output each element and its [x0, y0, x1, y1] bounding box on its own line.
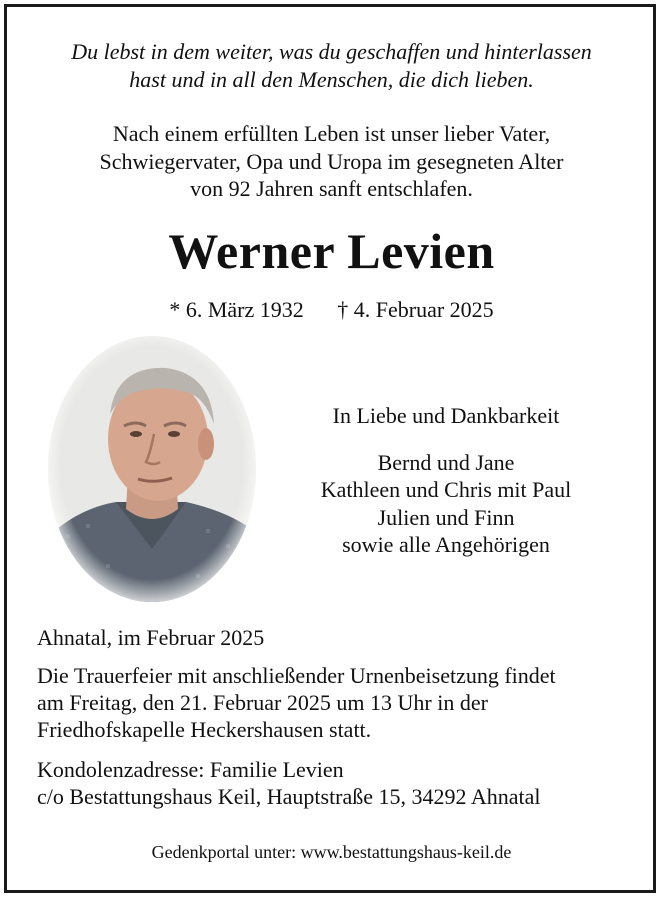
intro-line-1: Nach einem erfüllten Leben ist unser lieber Vater, [112, 121, 551, 146]
mourner-line: Kathleen und Chris mit Paul [320, 477, 572, 502]
intro-line-2: Schwiegervater, Opa und Uropa im gesegneten Alter [99, 149, 564, 174]
mourner-line: sowie alle Angehörigen [342, 532, 550, 557]
life-dates [0, 297, 663, 323]
birth-date: * 6. März 1932 [169, 297, 304, 322]
intro-line-3: von 92 Jahren sanft entschlafen. [190, 176, 473, 201]
ceremony-line-1: Die Trauerfeier mit anschließender Urnenbeisetzung findet [37, 663, 556, 688]
memorial-portal-link[interactable]: Gedenkportal unter: www.bestattungshaus-keil.de [151, 842, 512, 862]
mourner-line: Bernd und Jane [377, 450, 515, 475]
condolence-line-2: c/o Bestattungshaus Keil, Hauptstraße 15, 34292 Ahnatal [37, 784, 541, 809]
motto-line-2: hast und in all den Menschen, die dich lieben. [129, 67, 534, 92]
portrait-photo [46, 334, 258, 604]
condolence-line-1: Kondolenzadresse: Familie Levien [37, 757, 344, 782]
place-date: Ahnatal, im Februar 2025 [37, 625, 265, 650]
ceremony-line-3: Friedhofskapelle Heckershausen statt. [37, 717, 372, 742]
mourner-line: Julien und Finn [377, 505, 515, 530]
death-date: † 4. Februar 2025 [337, 297, 494, 322]
motto-line-1: Du lebst in dem weiter, was du geschaffen und hinterlassen [71, 39, 592, 64]
mourners-heading: In Liebe und Dankbarkeit [332, 403, 560, 428]
deceased-name: Werner Levien [168, 223, 495, 279]
ceremony-line-2: am Freitag, den 21. Februar 2025 um 13 Uhr in der [37, 690, 488, 715]
